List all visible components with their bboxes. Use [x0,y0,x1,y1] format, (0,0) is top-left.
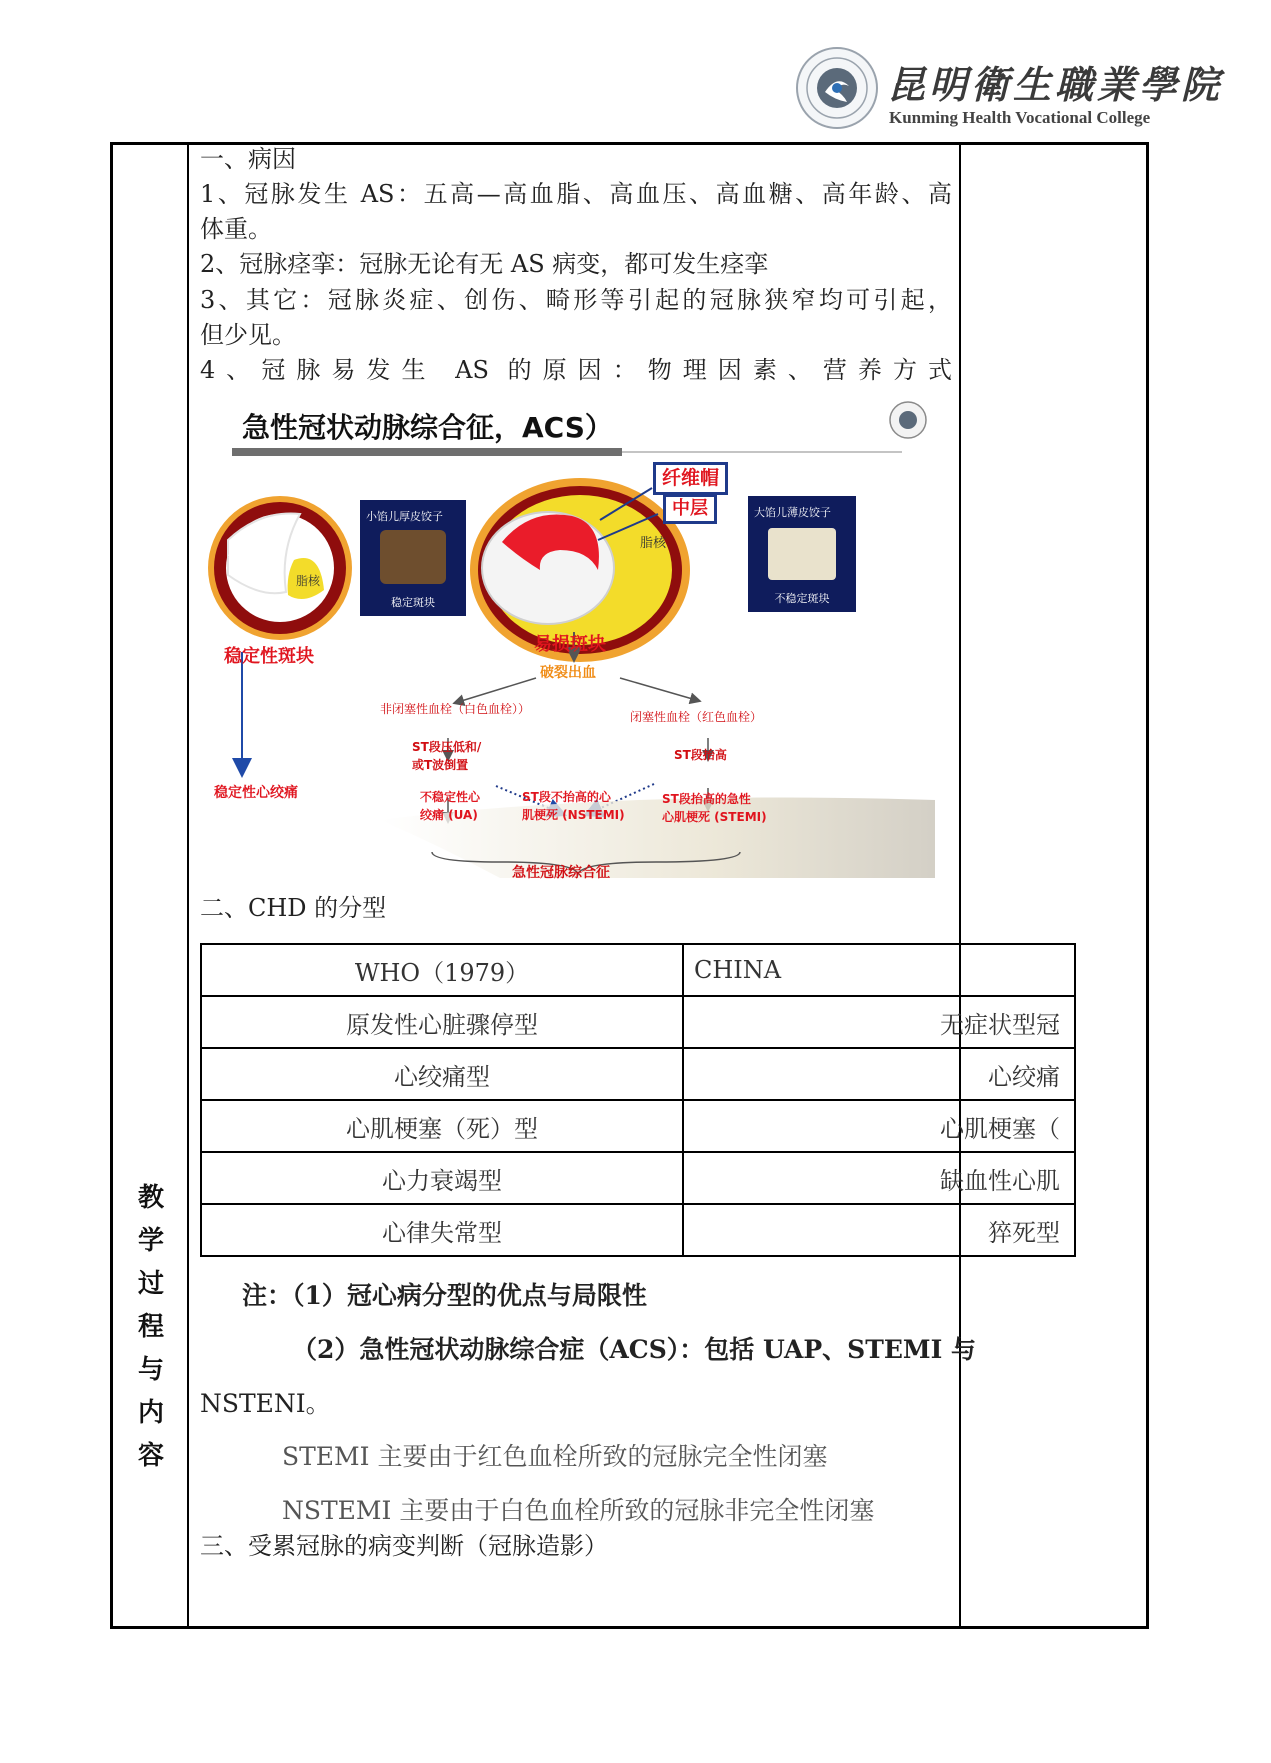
who-type: 心肌梗塞（死）型 [201,1100,683,1152]
header-china: CHINA [683,944,1075,996]
stemi-line1: ST段抬高的急性 [662,792,751,806]
nstemi-line1: ST段不抬高的心 [522,790,611,804]
stable-core-label: 脂核 [296,574,321,588]
rupture-label: 破裂出血 [540,665,596,681]
school-seal-icon [795,46,879,130]
vulnerable-plaque-label: 易损斑块 [534,634,606,655]
heading-classification: 二、CHD 的分型 [200,894,387,922]
etiology-item-2: 2、冠脉痉挛：冠脉无论有无 AS 病变，都可发生痉挛 [200,250,769,278]
china-type: 心绞痛 [683,1048,1075,1100]
photo-unstable-dumpling [748,496,856,612]
school-name-en: Kunming Health Vocational College [889,108,1151,127]
stemi-note: STEMI 主要由于红色血栓所致的冠脉完全性闭塞 [282,1442,828,1471]
photo-unstable-caption-bottom: 不稳定斑块 [774,592,830,605]
section-label-char: 内 [137,1398,164,1428]
slide-title-bar [232,448,622,456]
slide-seal-core [899,411,917,429]
stemi-line2: 心肌梗死 (STEMI) [662,810,767,824]
header-who: WHO（1979） [201,944,683,996]
note-2: （2）急性冠状动脉综合症（ACS）：包括 UAP、STEMI 与 [292,1335,976,1364]
red-thrombus-label: 闭塞性血栓（红色血栓） [630,710,763,724]
ua-line1: 不稳定性心 [420,790,481,804]
section-label-char: 过 [137,1269,164,1299]
china-type: 缺血性心肌 [683,1152,1075,1204]
school-logo [795,46,1224,136]
chd-classification-table [200,943,1060,1263]
section-label-char: 容 [137,1441,164,1471]
st-depression-line1: ST段压低和/ [412,740,482,754]
china-type: 无症状型冠 [683,996,1075,1048]
dumpling-unstable-image [768,528,836,580]
st-elevation-label: ST段抬高 [674,748,727,762]
section-label [113,1177,189,1478]
table-row [201,996,1075,1048]
stable-angina-label: 稳定性心绞痛 [214,785,298,801]
lumen-label: 管腔 [228,552,255,567]
fibrous-cap-label: 纤维帽 [653,462,728,495]
branch-right-arrow [620,678,696,700]
section-label-column [113,142,189,1626]
heading-angiography: 三、受累冠脉的病变判断（冠脉造影） [200,1532,608,1560]
note-1: 注：（1）冠心病分型的优点与局限性 [242,1281,647,1310]
etiology-item-4: 4、冠脉易发生 AS 的原因：物理因素、营养方式 [200,356,952,384]
table-row [201,1152,1075,1204]
dumpling-stable-image [380,530,446,584]
etiology-item-3: 3、其它：冠脉炎症、创伤、畸形等引起的冠脉狭窄均可引起， [200,286,952,314]
heading-etiology: 一、病因 [200,145,296,173]
table-row [201,1100,1075,1152]
ua-line2: 绞痛 (UA) [420,808,478,822]
photo-stable-caption-top: 小馅儿厚皮饺子 [366,510,443,523]
table-row [201,1048,1075,1100]
branch-left-arrow [458,678,536,702]
etiology-item-1-cont: 体重。 [200,215,272,243]
photo-stable-caption-bottom: 稳定斑块 [391,596,435,609]
stable-plaque-label: 稳定性斑块 [224,646,314,667]
nstemi-note: NSTEMI 主要由于白色血栓所致的冠脉非完全性闭塞 [282,1496,875,1525]
media-layer-label: 中层 [663,494,717,524]
acs-bottom-label: 急性冠脉综合征 [512,865,610,881]
nstemi-line2: 肌梗死 (NSTEMI) [522,808,625,822]
section-label-char: 学 [137,1226,164,1256]
vulnerable-core-label: 脂核 [640,536,667,551]
st-depression-line2: 或T波倒置 [412,758,469,772]
china-type: 心肌梗塞（ [683,1100,1075,1152]
white-thrombus-label: 非闭塞性血栓（白色血栓）） [380,702,531,716]
section-label-char: 教 [137,1183,164,1213]
photo-stable-dumpling [360,500,466,616]
school-name-cn: 昆明衛生職業學院 [887,62,1224,107]
etiology-item-1: 1、冠脉发生 AS：五高—高血脂、高血压、高血糖、高年龄、高 [200,180,952,208]
note-2-cont: NSTENI。 [200,1389,331,1418]
photo-unstable-caption-top: 大馅儿薄皮饺子 [754,506,831,519]
who-type: 心律失常型 [201,1204,683,1256]
section-label-char: 与 [137,1355,164,1385]
who-type: 原发性心脏骤停型 [201,996,683,1048]
section-label-char: 程 [137,1312,164,1342]
who-type: 心绞痛型 [201,1048,683,1100]
china-type: 猝死型 [683,1204,1075,1256]
slide-title: 急性冠状动脉综合征，ACS） [242,411,613,444]
table-header-row [201,944,1075,996]
who-type: 心力衰竭型 [201,1152,683,1204]
table-row [201,1204,1075,1256]
acs-slide-image [200,400,935,881]
etiology-item-3-cont: 但少见。 [200,321,296,349]
